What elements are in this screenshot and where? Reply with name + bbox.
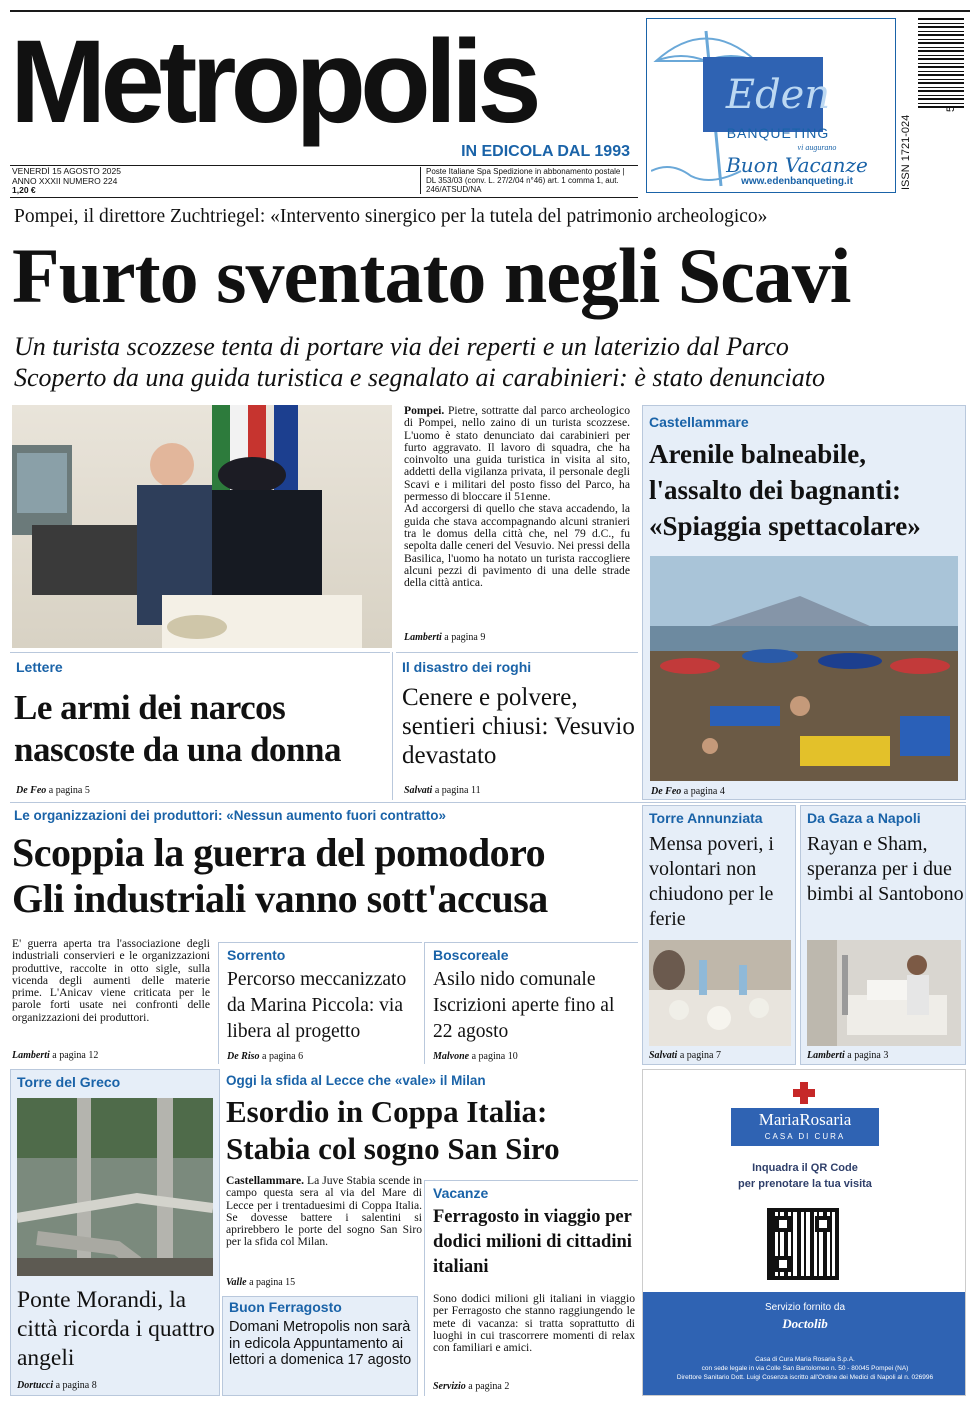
vacanze-byline[interactable] [433, 1381, 633, 1395]
qr-code[interactable] [767, 1208, 839, 1280]
lead-byline-author: Lamberti [404, 632, 442, 643]
lead-body-paragraph-1: Pietre, sottratte dal parco archeologico di Pompei, nello zaino di un turista scozzese. L'uomo è stato denunciato dai carabinieri per furto aggravato. Il lavoro di squadra, che ha coinvolto una guida turistica in visita al sito, addetti della vigilanza privata, il personale degli Scavi e i militari del posto fisso del Parco, ha permesso di bloccare il 51enne. [404, 405, 630, 504]
legal-line-2: con sede legale in via Colle San Bartolomeo n. 50 - 80045 Pompei (NA) [701, 1365, 909, 1372]
vacanze-body: Sono dodici milioni gli italiani in viaggio per Ferragosto che stanno raggiungendo le mete di vacanza: si tratta soprattutto di luoghi in cui trascorrere momenti di relax con familiari e amici. [433, 1293, 635, 1355]
torre-greco-panel[interactable] [10, 1069, 220, 1396]
lead-photo [12, 405, 392, 648]
hospital-scene [807, 940, 961, 1046]
gaza-panel[interactable] [800, 805, 966, 1065]
torre-greco-byline-author: Dortucci [17, 1380, 54, 1391]
ponte-morandi-photo [17, 1098, 213, 1276]
vacanze-tag: Vacanze [433, 1185, 489, 1201]
torre-annunziata-tag: Torre Annunziata [649, 810, 763, 826]
lettere-tag: Lettere [16, 659, 63, 675]
service-label: Servizio fornito da [764, 1302, 846, 1313]
torre-annunziata-byline-page: a pagina 7 [679, 1050, 721, 1061]
maria-rosaria-brand: MariaRosaria [758, 1110, 852, 1129]
castellammare-panel[interactable] [642, 405, 966, 800]
coppa-tag: Oggi la sfida al Lecce che «vale» il Milan [226, 1073, 486, 1088]
lead-body-paragraph-2: Ad accorgersi di quello che stava accadendo, la guida che stava accompagnando alcuni stranieri tra le domus della città che, nel 79 d.C., fu sepolta dalle ceneri del Vesuvio. Nei pressi della Basilica, l'uomo ha notato un turista raccogliere alcuni pezzi di pavimento di una delle strade della città antica. [404, 502, 630, 590]
roghi-byline[interactable] [404, 785, 604, 799]
vacanze-byline-page: a pagina 2 [468, 1381, 510, 1392]
lead-deck-line-2: Scoperto da una guida turistica e segnalato ai carabinieri: è stato denunciato [14, 363, 825, 392]
torre-annunziata-headline[interactable]: Mensa poveri, i volontari non chiudono per le ferie [649, 833, 774, 930]
pomodoro-byline-page: a pagina 12 [52, 1050, 99, 1061]
lettere-headline[interactable]: Le armi dei narcos nascoste da una donna [14, 688, 341, 769]
ad-eden-banqueting[interactable] [646, 18, 896, 193]
castellammare-beach-photo [650, 556, 958, 781]
boscoreale-section[interactable] [424, 942, 638, 1064]
castellammare-headline[interactable]: Arenile balneabile, l'assalto dei bagnanti: «Spiaggia spettacolare» [649, 439, 921, 541]
postal-notice: Poste Italiane Spa Spedizione in abbonamento postale | DL 353/03 (conv. L. 27/2/04 n°46) art. 1 comma 1, aut. 246/ATSUD/NA [426, 167, 625, 194]
roghi-byline-author: Salvati [404, 785, 433, 796]
mensa-photo [649, 940, 791, 1046]
ferragosto-panel[interactable] [222, 1296, 418, 1396]
sorrento-tag: Sorrento [227, 947, 286, 963]
lettere-byline-author: De Feo [16, 785, 47, 796]
roghi-section[interactable] [396, 652, 638, 800]
sorrento-section[interactable] [218, 942, 422, 1064]
vacanze-byline-author: Servizio [433, 1381, 466, 1392]
gaza-byline[interactable] [807, 1050, 961, 1064]
lead-photo-scene [12, 405, 392, 648]
service-brand: Doctolib [782, 1316, 828, 1331]
lettere-byline[interactable] [16, 785, 216, 799]
sorrento-byline-author: De Riso [227, 1051, 260, 1062]
boscoreale-headline[interactable]: Asilo nido comunale Iscrizioni aperte fino al 22 agosto [433, 969, 615, 1042]
gaza-byline-author: Lamberti [807, 1050, 845, 1061]
issn-code: ISSN 1721-024 [900, 114, 912, 190]
castellammare-tag: Castellammare [649, 414, 749, 430]
qr-instruction-2: per prenotare la tua visita [738, 1178, 872, 1190]
issue-date: VENERDÌ 15 AGOSTO 2025 [12, 167, 121, 176]
ferragosto-text: Domani Metropolis non sarà in edicola Appuntamento ai lettori a domenica 17 agosto [229, 1319, 412, 1368]
eden-small: vi augurano [797, 143, 837, 152]
vacanze-section[interactable] [424, 1180, 638, 1396]
lead-kicker: Pompei, il direttore Zuchtriegel: «Intervento sinergico per la tutela del patrimonio archeologico» [14, 206, 768, 227]
roghi-byline-page: a pagina 11 [434, 785, 481, 796]
lead-body [404, 405, 630, 627]
coppa-byline-author: Valle [226, 1277, 247, 1288]
boscoreale-byline[interactable] [433, 1051, 623, 1064]
bridge-scene [17, 1098, 213, 1276]
hospital-photo [807, 940, 961, 1046]
lead-deck-line-1: Un turista scozzese tenta di portare via dei reperti e un laterizio dal Parco [14, 332, 789, 361]
boscoreale-byline-author: Malvone [433, 1051, 470, 1062]
legal-line-1: Casa di Cura Maria Rosaria S.p.A. [755, 1356, 855, 1363]
ferragosto-tag: Buon Ferragosto [229, 1299, 342, 1315]
masthead-slogan: IN EDICOLA DAL 1993 [461, 143, 630, 160]
lead-deck [14, 331, 964, 397]
coppa-headline[interactable] [226, 1093, 638, 1169]
torre-greco-headline[interactable]: Ponte Morandi, la città ricorda i quattro angeli [17, 1287, 215, 1371]
lead-byline[interactable] [404, 632, 624, 646]
sorrento-byline-page: a pagina 6 [262, 1051, 304, 1062]
sorrento-headline[interactable]: Percorso meccanizzato da Marina Piccola: via libera al progetto [227, 969, 407, 1042]
lettere-byline-page: a pagina 5 [48, 785, 90, 796]
torre-annunziata-panel[interactable] [642, 805, 796, 1065]
pomodoro-byline-author: Lamberti [12, 1050, 50, 1061]
masthead-dateline [12, 167, 212, 197]
torre-greco-byline[interactable] [17, 1380, 213, 1394]
torre-annunziata-byline-author: Salvati [649, 1050, 678, 1061]
mensa-scene [649, 940, 791, 1046]
eden-sub: BANQUETING [726, 125, 830, 141]
eden-brand: Eden [725, 72, 831, 118]
roghi-headline[interactable]: Cenere e polvere, sentieri chiusi: Vesuvio devastato [402, 684, 635, 769]
lead-body-dateline: Pompei. [404, 405, 445, 417]
coppa-headline-line-2: Stabia col sogno San Siro [226, 1131, 560, 1166]
pomodoro-tag: Le organizzazioni dei produttori: «Nessun aumento fuori contratto» [14, 808, 447, 823]
eden-url[interactable]: www.edenbanqueting.it [741, 176, 853, 187]
boscoreale-byline-page: a pagina 10 [471, 1051, 518, 1062]
pomodoro-headline-line-2: Gli industriali vanno sott'accusa [12, 876, 548, 921]
pomodoro-body: E' guerra aperta tra l'associazione degli industriali conservieri e le organizzazioni produttive, raccolte in otto sigle, sulla vicenda degli aumenti delle materie prime. L'Anicav viene criticata per le parole forti usate nei confronti delle organizzazioni dei produttori. [12, 938, 210, 1024]
pomodoro-headline-line-1: Scoppia la guerra del pomodoro [12, 830, 546, 875]
castellammare-byline-page: a pagina 4 [683, 786, 725, 797]
issue-number: ANNO XXXII NUMERO 224 [12, 175, 118, 186]
coppa-body [226, 1175, 422, 1275]
torre-greco-byline-page: a pagina 8 [55, 1380, 97, 1391]
coppa-body-text: La Juve Stabia scende in campo questa sera al via del Mare di Lecce per i trentaduesimi di Coppa Italia. Se dovesse battere i salentini si aprirebbero le porte del sogno San Siro per la sfida col Milan. [226, 1175, 422, 1249]
castellammare-byline-author: De Feo [651, 786, 682, 797]
coppa-byline[interactable] [226, 1277, 422, 1291]
lead-byline-page: a pagina 9 [444, 632, 486, 643]
gaza-tag: Da Gaza a Napoli [807, 810, 921, 826]
gaza-byline-page: a pagina 3 [847, 1050, 889, 1061]
gaza-headline[interactable]: Rayan e Sham, speranza per i due bimbi al Santobono [807, 833, 964, 905]
masthead-title: Metropolis [10, 16, 536, 148]
maria-rosaria-cross-icon [793, 1082, 815, 1104]
boscoreale-tag: Boscoreale [433, 947, 509, 963]
ad-maria-rosaria[interactable] [642, 1069, 966, 1396]
torre-greco-tag: Torre del Greco [17, 1074, 121, 1090]
maria-rosaria-brand-sub: CASA DI CURA [764, 1132, 846, 1141]
torre-annunziata-byline[interactable] [649, 1050, 793, 1064]
roghi-tag: Il disastro dei roghi [402, 659, 532, 675]
coppa-byline-page: a pagina 15 [249, 1277, 296, 1288]
coppa-body-dateline: Castellammare. [226, 1175, 305, 1187]
eden-wish: Buon Vacanze [726, 153, 868, 177]
coppa-headline-line-1: Esordio in Coppa Italia: [226, 1094, 548, 1129]
vacanze-headline[interactable]: Ferragosto in viaggio per dodici milioni di cittadini italiani [433, 1207, 632, 1277]
legal-line-3: Direttore Sanitario Dott. Luigi Cosenza iscritto all'Ordine dei Medici di Napoli al n. 026996 [676, 1374, 934, 1381]
lead-headline[interactable]: Furto sventato negli Scavi [12, 232, 851, 319]
sorrento-byline[interactable] [227, 1051, 417, 1064]
barcode-graphic [918, 18, 964, 108]
issue-price: 1,20 € [12, 185, 36, 195]
pomodoro-headline[interactable] [12, 830, 638, 926]
pomodoro-byline[interactable] [12, 1050, 210, 1064]
beach-scene [650, 556, 958, 781]
lettere-section[interactable] [10, 652, 390, 800]
castellammare-byline[interactable] [651, 786, 851, 800]
qr-instruction-1: Inquadra il QR Code [752, 1162, 858, 1174]
